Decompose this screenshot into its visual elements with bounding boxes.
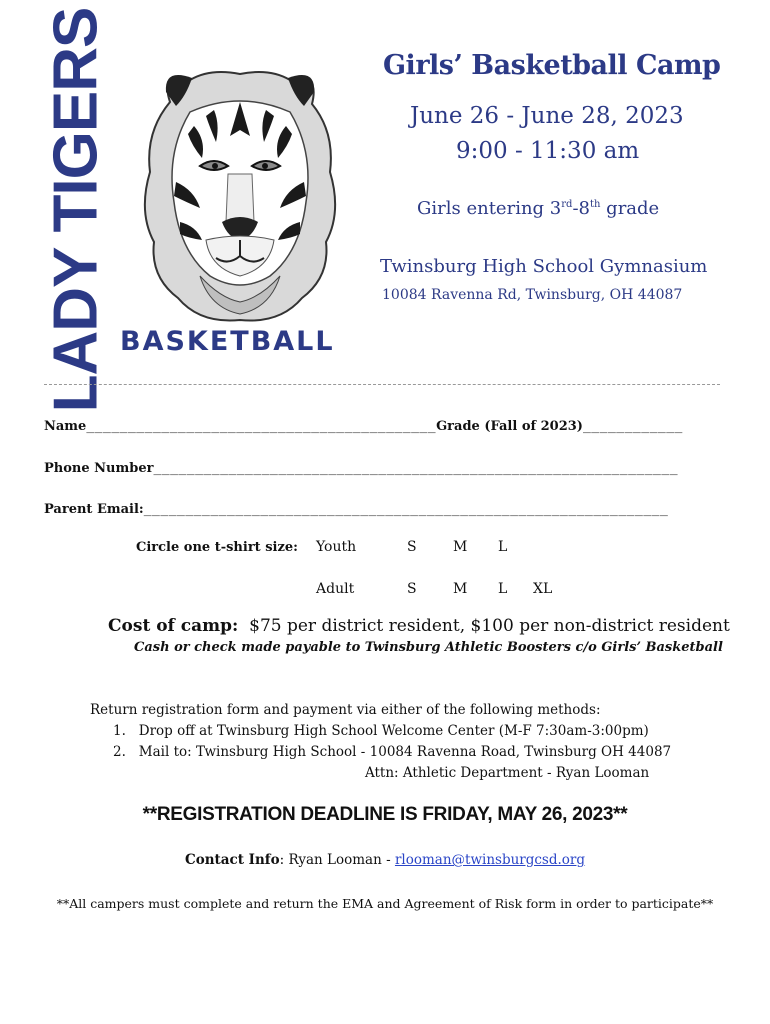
cost-line (108, 616, 730, 636)
phone-row (44, 457, 678, 476)
phone-field[interactable]: _______________________________________________________________ (153, 461, 679, 476)
page-title: Girls’ Basketball Camp (383, 50, 721, 81)
youth-size-l[interactable]: L (498, 539, 508, 555)
basketball-text: BASKETBALL (120, 326, 335, 357)
adult-size-s[interactable]: S (407, 581, 417, 597)
camp-dates: June 26 - June 28, 2023 (410, 103, 684, 129)
tiger-head-icon (130, 62, 350, 324)
return-intro: Return registration form and payment via either of the following methods: (90, 702, 601, 718)
shirt-size-label: Circle one t-shirt size: (136, 540, 298, 555)
youth-size-s[interactable]: S (407, 539, 417, 555)
contact-email-link[interactable]: rlooman@twinsburgcsd.org (394, 852, 586, 868)
email-label: Parent Email: (44, 502, 144, 517)
lady-tigers-vertical-text: LADY TIGERS (41, 7, 111, 413)
email-field[interactable]: _______________________________________________________________ (143, 502, 669, 517)
venue: Twinsburg High School Gymnasium (380, 256, 708, 277)
adult-size-xl[interactable]: XL (533, 581, 553, 597)
return-item-2: 2. Mail to: Twinsburg High School - 10084 Ravenna Road, Twinsburg OH 44087 (113, 744, 672, 760)
payment-instructions: Cash or check made payable to Twinsburg Athletic Boosters c/o Girls’ Basketball (134, 640, 723, 655)
venue-address: 10084 Ravenna Rd, Twinsburg, OH 44087 (382, 287, 683, 303)
contact-label: Contact Info (184, 852, 280, 868)
email-row (44, 498, 668, 517)
name-field[interactable]: __________________________________________ (86, 419, 437, 434)
return-attn: Attn: Athletic Department - Ryan Looman (365, 765, 650, 781)
camp-times: 9:00 - 11:30 am (456, 138, 640, 164)
cost-text: $75 per district resident, $100 per non-district resident (249, 616, 730, 636)
name-row (44, 415, 683, 434)
adult-size-l[interactable]: L (498, 581, 508, 597)
grade-range: Girls entering 3rd-8th grade (417, 198, 660, 219)
grade-field[interactable]: ____________ (582, 419, 683, 434)
grade-label: Grade (Fall of 2023) (436, 419, 583, 434)
participation-note: **All campers must complete and return the EMA and Agreement of Risk form in order to participate** (56, 896, 714, 911)
phone-label: Phone Number (44, 461, 154, 476)
youth-size-m[interactable]: M (453, 539, 468, 555)
registration-deadline: **REGISTRATION DEADLINE IS FRIDAY, MAY 26, 2023** (142, 804, 628, 825)
contact-info: Contact Info: Ryan Looman - rlooman@twinsburgcsd.org (184, 852, 586, 868)
return-item-1: 1. Drop off at Twinsburg High School Welcome Center (M-F 7:30am-3:00pm) (113, 723, 649, 739)
adult-label: Adult (316, 581, 355, 597)
cost-label: Cost of camp: (108, 616, 239, 636)
adult-size-m[interactable]: M (453, 581, 468, 597)
name-label: Name (44, 419, 87, 434)
divider (44, 384, 720, 385)
youth-label: Youth (316, 539, 357, 555)
